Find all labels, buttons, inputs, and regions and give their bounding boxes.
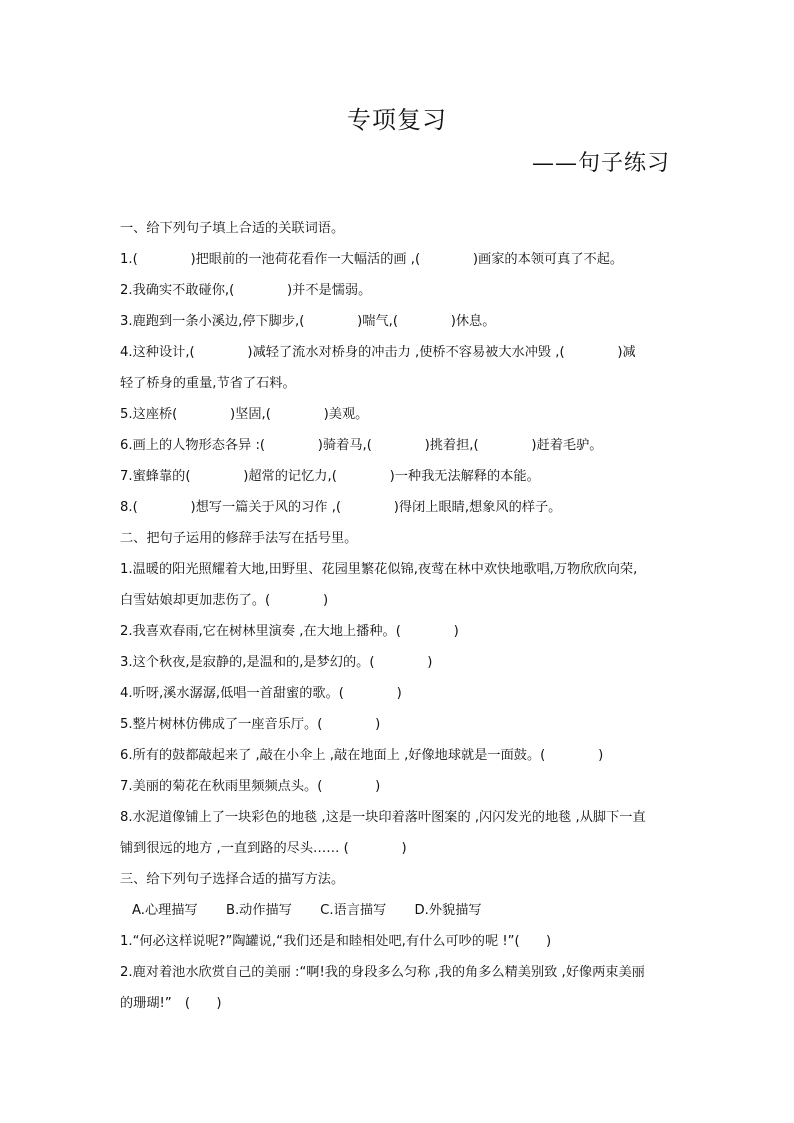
section-heading-1: 一、给下列句子填上合适的关联词语。 [120,221,345,236]
question-line: 铺到很远的地方 ,一直到路的尽头…… ( ) [120,841,407,856]
question-line: 6.所有的鼓都敲起来了 ,敲在小伞上 ,敲在地面上 ,好像地球就是一面鼓。( ) [120,748,604,763]
question-line: 4.听呀,溪水潺潺,低唱一首甜蜜的歌。( ) [120,686,402,701]
option-c: C.语言描写 [320,903,387,918]
section-heading-2: 二、把句子运用的修辞手法写在括号里。 [120,531,358,546]
question-line: 7.蜜蜂靠的( )超常的记忆力,( )一种我无法解释的本能。 [120,469,540,484]
question-line: 1.温暖的阳光照耀着大地,田野里、花园里繁花似锦,夜莺在林中欢快地歌唱,万物欣欣向荣, [120,562,638,577]
page-title: 专项复习 [347,106,447,134]
worksheet-body [120,213,680,1019]
question-line: 6.画上的人物形态各异 :( )骑着马,( )挑着担,( )赶着毛驴。 [120,438,603,453]
question-line: 的珊瑚!” ( ) [120,996,222,1011]
option-d: D.外貌描写 [414,903,482,918]
question-line: 1.“何必这样说呢?”陶罐说,“我们还是和睦相处吧,有什么可吵的呢 !”( ) [120,934,552,949]
question-line: 5.整片树林仿佛成了一座音乐厅。( ) [120,717,381,732]
answer-options [120,895,680,926]
question-line: 2.我确实不敢碰你,( )并不是懦弱。 [120,283,372,298]
question-line: 轻了桥身的重量,节省了石料。 [120,376,296,391]
question-line: 3.这个秋夜,是寂静的,是温和的,是梦幻的。( ) [120,655,433,670]
option-a: A.心理描写 [132,903,198,918]
question-line: 1.( )把眼前的一池荷花看作一大幅活的画 ,( )画家的本领可真了不起。 [120,252,624,267]
question-line: 4.这种设计,( )减轻了流水对桥身的冲击力 ,使桥不容易被大水冲毁 ,( )减 [120,345,636,360]
option-b: B.动作描写 [225,903,292,918]
question-line: 2.我喜欢春雨,它在树林里演奏 ,在大地上播种。( ) [120,624,459,639]
question-line: 2.鹿对着池水欣赏自己的美丽 :“啊!我的身段多么匀称 ,我的角多么精美别致 ,好像两束美丽 [120,965,645,980]
page-subtitle: ——句子练习 [531,151,670,176]
question-line: 3.鹿跑到一条小溪边,停下脚步,( )喘气,( )休息。 [120,314,496,329]
question-line: 白雪姑娘却更加悲伤了。( ) [120,593,329,608]
question-line: 7.美丽的菊花在秋雨里频频点头。( ) [120,779,381,794]
question-line: 8.水泥道像铺上了一块彩色的地毯 ,这是一块印着落叶图案的 ,闪闪发光的地毯 ,从脚下一直 [120,810,646,825]
question-line: 5.这座桥( )坚固,( )美观。 [120,407,369,422]
question-line: 8.( )想写一篇关于风的习作 ,( )得闭上眼睛,想象风的样子。 [120,500,562,515]
section-heading-3: 三、给下列句子选择合适的描写方法。 [120,872,345,887]
